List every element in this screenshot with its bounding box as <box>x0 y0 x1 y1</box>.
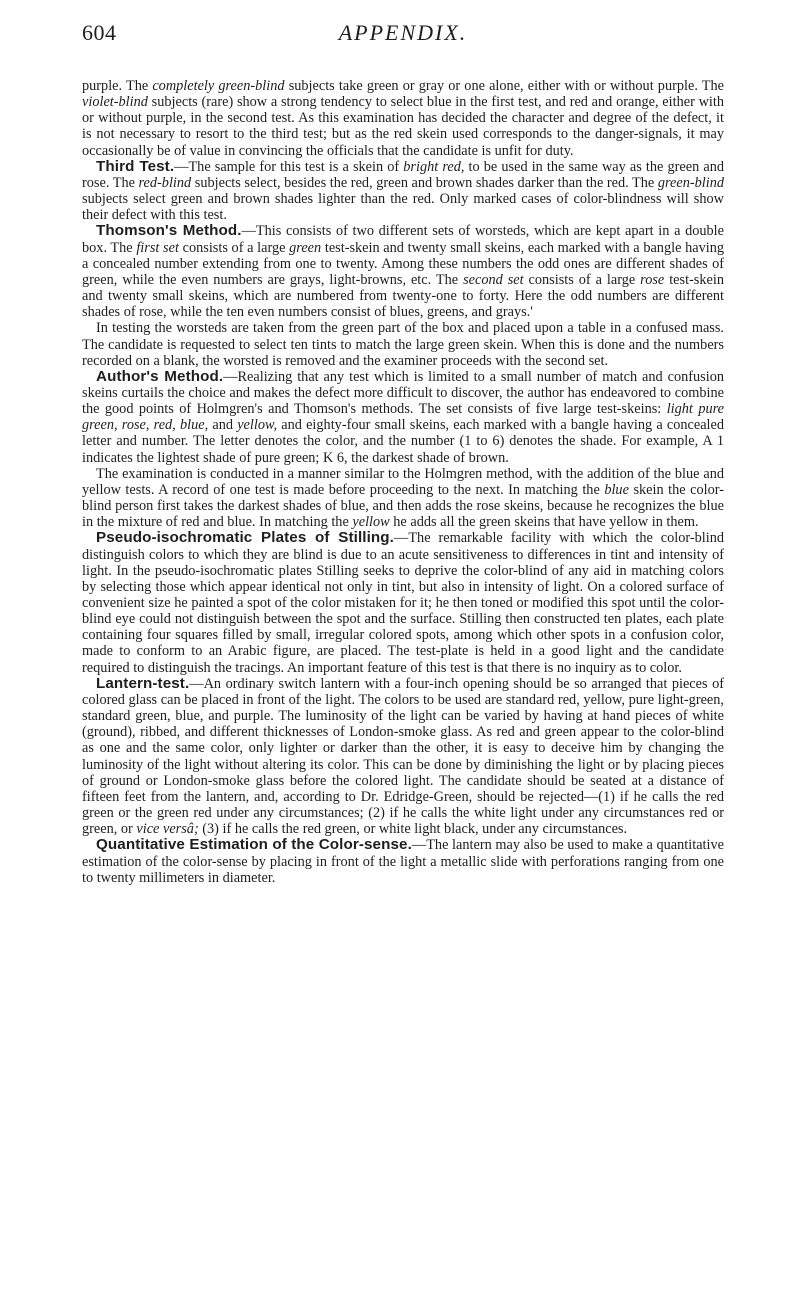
italic-text: yellow <box>352 514 390 531</box>
section-heading: Thomson's Method. <box>96 222 242 240</box>
page-header <box>82 20 724 56</box>
section-heading: Pseudo-isochromatic Plates of Stilling. <box>96 529 395 547</box>
italic-text: second set <box>463 271 524 288</box>
text-run: In testing the worsteds are taken from the green part of the box and placed upon a table in a confused mass. The candidate is requested to select ten tints to match the large green skein. When this is done and the numbers recorded on a blank, the worsted is removed and the examiner proceeds with the second set. <box>82 320 724 369</box>
text-run: —The lantern may also be used to make a quantitative estimation of the color-sense by placing in front of the light a metallic slide with perforations ranging from one to twenty millimeters in diameter. <box>82 837 724 886</box>
paragraph <box>82 466 724 531</box>
italic-text: bright red, <box>403 158 465 175</box>
italic-text: vice versâ; <box>136 821 199 838</box>
paragraph <box>82 369 724 466</box>
text-run: (3) if he calls the red green, or white light black, under any circumstances. <box>198 821 628 838</box>
italic-text: rose <box>640 271 665 288</box>
italic-text: completely green-blind <box>152 78 285 94</box>
italic-text: light pure green, rose, red, blue, <box>82 401 724 434</box>
text-run: and <box>208 417 238 434</box>
paragraph <box>82 320 724 368</box>
text-run: subjects select green and brown shades lighter than the red. Only marked cases of color-blindness will show their defect with this test. <box>82 191 724 224</box>
text-run: —The remarkable facility with which the color-blind distinguish colors to which they are blind is due to an acute sensitiveness to differences in tint and intensity of light. In the pseudo-isochromatic plates Stilling seeks to deprive the color-blind of any aid in matching colors by selecting those which appear identical not only in tint, but also in intensity of light. On a colored surface of convenient size he painted a spot of the color mistaken for it; he then toned or modified this spot until the color-blind eye could not distinguish between the spot and the surface. Stilling then constructed ten plates, each plate containing four squares filled by small, irregular colored spots, among which other spots in a confusion color, made to conform to an Arabic figure, are placed. The test-plate is held in a good light and the candidate required to distinguish the tracings. An important feature of this test is that there is no inquiry as to color. <box>82 530 724 676</box>
italic-text: green <box>289 239 322 256</box>
italic-text: green-blind <box>657 174 724 191</box>
section-heading: Third Test. <box>96 157 175 175</box>
text-run: skein the color-blind person first takes the darkest shades of blue, and then adds the rose skeins, because he recognizes the blue in the mixture of red and blue. In matching the <box>82 481 724 531</box>
text-run: —An ordinary switch lantern with a four-inch opening should be so arranged that pieces of colored glass can be placed in front of the light. The colors to be used are standard red, yellow, pure light-green, standard green, blue, and purple. The luminosity of the light can be varied by having at hand pieces of white (ground), ribbed, and different thicknesses of London-smoke glass. As red and green appear to the color-blind as one and the same color, only lighter or darker than the other, it is easy to deceive him by changing the luminosity of the light without altering its color. This can be done by diminishing the light or by placing pieces of ground or London-smoke glass before the colored light. The candidate should be seated at a distance of fifteen feet from the lantern, and, according to Dr. Edridge-Green, should be rejected—(1) if he calls the red green or the green red under any circumstances; (2) if he calls the white light under any circumstances red or green, or <box>82 675 724 838</box>
text-run: subjects take green or gray or one alone, either with or without purple. The <box>284 78 725 94</box>
running-head: APPENDIX. <box>338 20 468 45</box>
paragraph <box>82 676 724 838</box>
text-run: The examination is conducted in a manner similar to the Holmgren method, with the addition of the blue and yellow tests. A record of one test is made before proceeding to the next. In matching the <box>82 465 724 498</box>
text-run: subjects (rare) show a strong tendency to select blue in the first test, and red and orange, either with or without purple, in the second test. As this examination has decided the character and degree of the defect, it is not necessary to resort to the third test; but as the red skein used corresponds to the danger-signals, it may occasionally be of value in convincing the officials that the candidate is unfit for duty. <box>82 94 724 159</box>
text-run: he adds all the green skeins that have yellow in them. <box>389 514 699 531</box>
text-run: subjects select, besides the red, green and brown shades darker than the red. The <box>191 174 658 191</box>
section-heading: Lantern-test. <box>96 674 190 692</box>
paragraph <box>82 159 724 224</box>
text-run: purple. The <box>82 78 153 94</box>
italic-text: yellow, <box>237 417 278 434</box>
page-number: 604 <box>82 20 117 45</box>
text-run: and eighty-four small skeins, each marked with a bangle having a concealed letter and number. The letter denotes the color, and the number (1 to 6) denotes the shade. For example, A 1 indicates the lightest shade of pure green; K 6, the darkest shade of brown. <box>82 417 725 466</box>
paragraph <box>82 78 724 159</box>
section-heading: Author's Method. <box>96 367 224 385</box>
paragraph <box>82 223 724 320</box>
text-run: —This consists of two different sets of worsteds, which are kept apart in a double box. The <box>82 223 724 256</box>
italic-text: first set <box>136 239 179 256</box>
italic-text: red-blind <box>138 174 192 191</box>
text-run: test-skein and twenty small skeins, which are numbered from twenty-one to forty. Here the odd numbers are different shades of rose, while the ten even numbers consist of blues, greens, and grays.' <box>82 271 724 321</box>
paragraph <box>82 530 724 675</box>
italic-text: violet-blind <box>82 94 148 111</box>
paragraph <box>82 837 724 885</box>
italic-text: blue <box>604 481 629 498</box>
section-heading: Quantitative Estimation of the Color-sense. <box>96 836 412 854</box>
text-run: consists of a large <box>178 239 290 256</box>
text-run: —The sample for this test is a skein of <box>174 158 404 175</box>
text-run: —Realizing that any test which is limited to a small number of match and confusion skeins curtails the choice and makes the defect more difficult to discover, the author has endeavored to combine the good points of Holmgren's and Thomson's methods. The set consists of five large test-skeins: <box>82 368 724 418</box>
text-run: test-skein and twenty small skeins, each marked with a bangle having a concealed number extending from one to twenty. Among these numbers the odd ones are different shades of green, while the even numbers are grays, light-browns, etc. The <box>82 239 725 288</box>
text-run: consists of a large <box>523 271 641 288</box>
body-text <box>82 78 724 886</box>
text-run: to be used in the same way as the green and rose. The <box>82 158 724 191</box>
